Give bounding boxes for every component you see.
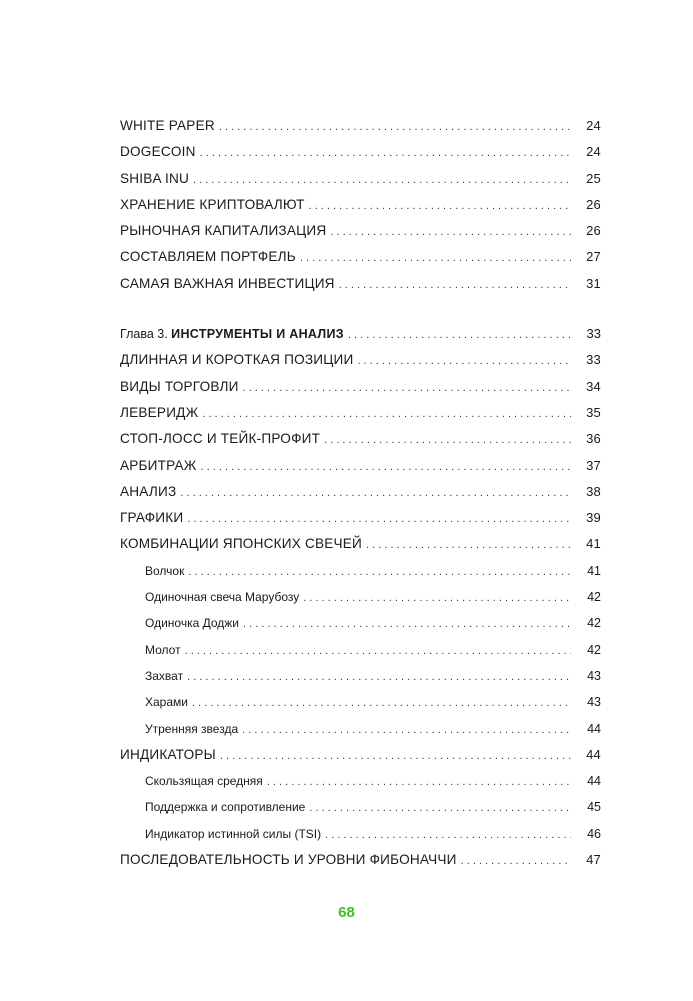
dot-leader [330,222,571,242]
toc-entry-page: 27 [586,249,601,265]
toc-entry-title: Скользящая средняя [145,774,263,789]
toc-entry-page: 37 [586,457,601,473]
dot-leader [461,851,571,871]
section-spacer [120,300,601,324]
toc-entry-title: САМАЯ ВАЖНАЯ ИНВЕСТИЦИЯ [120,275,335,291]
toc-entry-page: 26 [586,223,601,239]
toc-entry-charts [120,508,601,534]
toc-entry-title: Захват [145,668,184,683]
toc-entry-page: 42 [587,642,601,657]
toc-entry-page: 43 [587,668,601,683]
toc-entry-page: 36 [586,431,601,447]
dot-leader [366,535,571,555]
dot-leader [303,588,571,608]
toc-entry-title: Индикатор истинной силы (TSI) [145,826,322,841]
toc-entry-dogecoin [120,142,601,168]
toc-entry-page: 45 [587,800,601,815]
toc-entry-title: Поддержка и сопротивление [145,800,306,815]
dot-leader [339,275,571,295]
dot-leader [200,143,571,163]
toc-entry-page: 47 [586,852,601,868]
toc-chapter-heading [120,324,601,350]
dot-leader [357,351,571,371]
dot-leader [219,117,571,137]
toc-entry-title: DOGECOIN [120,144,196,160]
dot-leader [201,457,571,477]
toc-entry-page: 31 [586,275,601,291]
toc-entry-title: КОМБИНАЦИИ ЯПОНСКИХ СВЕЧЕЙ [120,536,362,552]
toc-entry-long-short [120,350,601,376]
toc-entry-page: 44 [586,746,601,762]
toc-entry-crypto-storage [120,195,601,221]
chapter-prefix: Глава 3. [120,327,168,342]
dot-leader [325,825,571,845]
toc-entry-page: 41 [586,536,601,552]
toc-entry-title: АРБИТРАЖ [120,457,197,473]
dot-leader [242,720,571,740]
toc-entry-page: 33 [586,326,601,342]
page-number: 68 [338,904,355,921]
toc-entry-page: 24 [586,144,601,160]
toc-entry-title: АНАЛИЗ [120,483,177,499]
toc-entry-title: РЫНОЧНАЯ КАПИТАЛИЗАЦИЯ [120,223,327,239]
toc-entry-title: ЛЕВЕРИДЖ [120,404,199,420]
toc-entry-page: 24 [586,118,601,133]
toc-entry-page: 35 [586,404,601,420]
toc-entry-title: Одиночная свеча Марубозу [145,590,300,605]
toc-subentry-hammer [120,640,601,666]
toc-entry-title: СТОП-ЛОСС И ТЕЙК-ПРОФИТ [120,431,321,447]
toc-subentry-tsi [120,824,601,850]
dot-leader [243,614,571,634]
toc-entry-page: 42 [587,616,601,631]
toc-entry-page: 25 [586,170,601,186]
toc-entry-title: ДЛИННАЯ И КОРОТКАЯ ПОЗИЦИИ [120,352,354,368]
toc-entry-page: 26 [586,196,601,212]
toc-entry-page: 33 [586,352,601,368]
toc-subentry-morning-star [120,719,601,745]
toc-subentry-spinning-top [120,561,601,587]
toc-entry-portfolio [120,247,601,273]
toc-subentry-doji [120,613,601,639]
dot-leader [267,772,571,792]
toc-entry-market-cap [120,221,601,247]
dot-leader [193,170,571,190]
toc-entry-analysis [120,482,601,508]
toc-entry-white-paper [120,116,601,142]
toc-entry-page: 39 [586,510,601,526]
dot-leader [192,693,571,713]
dot-leader [187,667,571,687]
dot-leader [309,798,571,818]
chapter-title [120,324,348,344]
toc-subentry-marubozu [120,587,601,613]
table-of-contents [120,116,601,876]
toc-subentry-harami [120,692,601,718]
dot-leader [188,562,571,582]
toc-subentry-moving-average [120,771,601,797]
toc-entry-title: ГРАФИКИ [120,510,184,526]
toc-entry-title: ПОСЛЕДОВАТЕЛЬНОСТЬ И УРОВНИ ФИБОНАЧЧИ [120,852,457,868]
toc-entry-page: 43 [587,695,601,710]
toc-entry-title: Харами [145,695,188,710]
toc-entry-title: СОСТАВЛЯЕМ ПОРТФЕЛЬ [120,249,296,265]
dot-leader [243,378,571,398]
toc-entry-page: 44 [587,721,601,736]
toc-entry-leverage [120,403,601,429]
toc-entry-title: ВИДЫ ТОРГОВЛИ [120,378,239,394]
toc-entry-title: Утренняя звезда [145,721,239,736]
toc-entry-page: 34 [586,378,601,394]
toc-entry-page: 38 [586,483,601,499]
dot-leader [180,483,571,503]
dot-leader [324,430,571,450]
dot-leader [348,325,571,345]
toc-entry-title: WHITE PAPER [120,118,215,133]
dot-leader [220,746,571,766]
toc-entry-page: 46 [587,826,601,841]
toc-entry-stop-loss [120,429,601,455]
dot-leader [185,641,571,661]
toc-entry-title: ИНДИКАТОРЫ [120,746,216,762]
dot-leader [187,509,571,529]
dot-leader [202,404,571,424]
toc-entry-title: Молот [145,642,181,657]
dot-leader [309,196,571,216]
chapter-name: ИНСТРУМЕНТЫ И АНАЛИЗ [171,327,344,342]
toc-entry-page: 44 [587,774,601,789]
toc-entry-arbitrage [120,456,601,482]
toc-entry-title: Одиночка Доджи [145,616,239,631]
toc-subentry-support-resistance [120,797,601,823]
toc-subentry-engulfing [120,666,601,692]
toc-entry-title: SHIBA INU [120,170,190,186]
toc-entry-candle-combinations [120,534,601,560]
dot-leader [300,248,571,268]
toc-entry-shiba-inu [120,169,601,195]
toc-entry-title: ХРАНЕНИЕ КРИПТОВАЛЮТ [120,196,305,212]
toc-entry-page: 42 [587,590,601,605]
toc-entry-title: Волчок [145,563,185,578]
toc-entry-page: 41 [587,563,601,578]
toc-entry-important-investment [120,274,601,300]
toc-entry-fibonacci [120,850,601,876]
toc-entry-indicators [120,745,601,771]
toc-entry-trading-types [120,377,601,403]
